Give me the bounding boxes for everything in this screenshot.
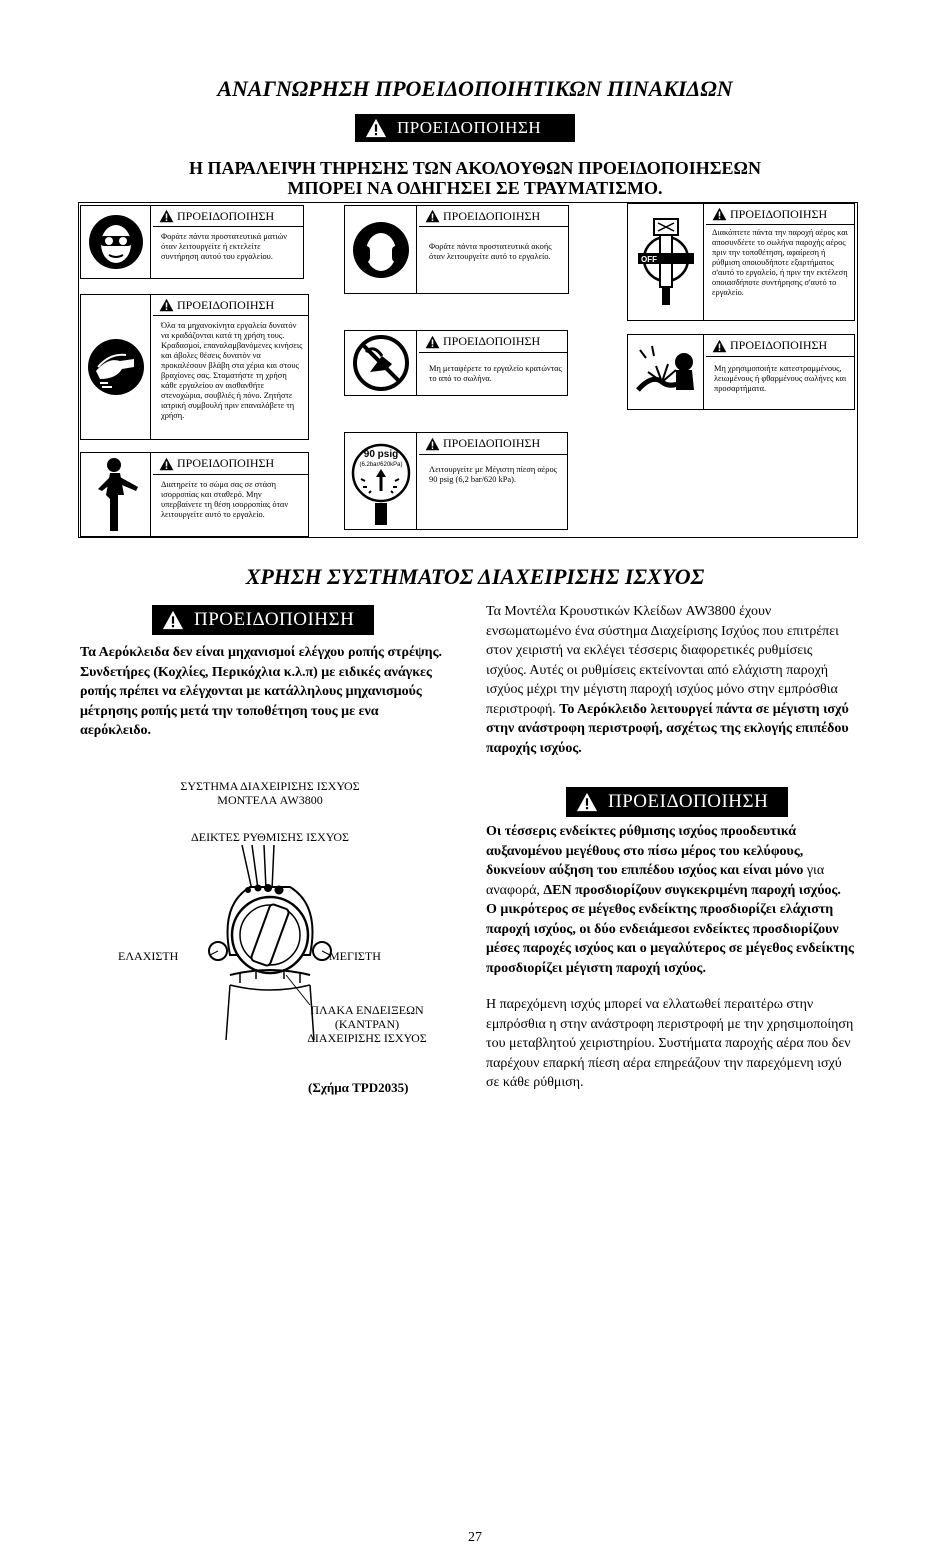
warning-icon bbox=[576, 791, 598, 813]
page-title: ΑΝΑΓΝΩΡΗΣΗ ΠΡΟΕΙΔΟΠΟΙΗΤΙΚΩΝ ΠΙΝΑΚΙΔΩΝ bbox=[217, 76, 733, 101]
warning-line-2: ΜΠΟΡΕΙ ΝΑ ΟΔΗΓΗΣΕΙ ΣΕ ΤΡΑΥΜΑΤΙΣΜΟ. bbox=[287, 178, 663, 198]
label-vib-text: Όλα τα μηχανοκίνητα εργαλεία δυνατόν να κραδάζονται κατά τη χρήση τους. Κραδασμοί, επαναλαμβανόμενες κινήσεις και άβολες θέσεις δυνατόν να προκαλέσουν βλάβη στα χέρια και στους βραχίονες σας. Σταματήστε τη χρήση κάθε εργαλείου αν αισθανθήτε στενοχώρια, σουβλιές ή πόνο. Ζητήστε ιατρική συμβουλή πριν επαναλάβετε τη χρήση. bbox=[161, 321, 303, 420]
warning-icon bbox=[162, 609, 184, 631]
gauge-bar: (6.2bar/620kPa) bbox=[358, 462, 403, 468]
plate-line3: ΔΙΑΧΕΙΡΙΣΗΣ ΙΣΧΥΟΣ bbox=[307, 1031, 427, 1045]
right-para2-a: Οι τέσσερις ενδείκτες ρύθμισης ισχύος προοδευτικά αυξανομένου μεγέθους στο πίσω μέρος του κελύφους, δυκνείουν αύξηση του επιπέδου ισχύος και είναι μόνο bbox=[486, 824, 804, 878]
warning-line-1: Η ΠΑΡΑΛΕΙΨΗ ΤΗΡΗΣΗΣ ΤΩΝ ΑΚΟΛΟΥΘΩΝ ΠΡΟΕΙΔΟΠΟΙΗΣΕΩΝ bbox=[189, 158, 761, 178]
right-para1-normal: Τα Μοντέλα Κρουστικών Κλείδων AW3800 έχουν ενσωματωμένο ένα σύστημα Διαχείρισης Ισχύος που επιτρέπει στον χειριστή να εκλέγει τέσσερις διαφορετικές ρυθμίσεις ισχύος. Αυτές οι ρυθμίσεις εκτείνονται από ελάχιστη παροχή ισχύος μέχρι την μέγιστη παροχή ισχύος μόνο στην εμπρόσθια περιστροφή. bbox=[486, 604, 839, 717]
indicators-label: ΔΕΙΚΤΕΣ ΡΥΘΜΙΣΗΣ ΙΣΧΥΟΣ bbox=[191, 830, 349, 844]
warning-icon bbox=[425, 209, 440, 223]
eye-protection-icon bbox=[81, 206, 151, 278]
label-pressure-head: ΠΡΟΕΙΔΟΠΟΙΗΣΗ bbox=[443, 436, 541, 450]
top-warning-banner bbox=[355, 114, 575, 142]
label-carry-head: ΠΡΟΕΙΔΟΠΟΙΗΣΗ bbox=[443, 334, 541, 348]
plate-line1: ΠΛΑΚΑ ΕΝΔΕΙΞΕΩΝ bbox=[310, 1003, 424, 1017]
figure-title-line2: ΜΟΝΤΕΛΑ AW3800 bbox=[217, 793, 323, 807]
right-para1-bold: Το Αερόκλειδο λειτουργεί πάντα σε μέγιστη ισχύ στην ανάστροφη περιστροφή, ασχέτως της εκλογής επιπέδου παροχής ισχύος. bbox=[486, 701, 849, 756]
label-eye-text: Φοράτε πάντα προστατευτικά ματιών όταν λειτουργείτε ή εκτελείτε συντήρηση αυτού του εργαλείου. bbox=[161, 232, 288, 261]
vibration-hands-icon bbox=[81, 295, 151, 439]
label-eye-head: ΠΡΟΕΙΔΟΠΟΙΗΣΗ bbox=[177, 208, 275, 223]
label-carry-text: Μη μεταφέρετε το εργαλείο κρατώντας το από το σωλήνα. bbox=[429, 364, 562, 383]
label-damaged-hose bbox=[627, 334, 855, 410]
plate-line2: (ΚΑΝΤΡΑΝ) bbox=[334, 1017, 400, 1031]
figure-title-line1: ΣΥΣΤΗΜΑ ΔΙΑΧΕΙΡΙΣΗΣ ΙΣΧΥΟΣ bbox=[180, 779, 360, 793]
page-number: 27 bbox=[468, 1530, 482, 1545]
warning-icon bbox=[159, 298, 174, 312]
right-para2-b: για αναφορά, bbox=[486, 863, 825, 898]
right-paragraph-3: Η παρεχόμενη ισχύς μπορεί να ελλατωθεί περαιτέρω στην εμπρόσθια η στην ανάστροφη περιστροφή με την χρησιμοποίηση του μεταβλητού χειριστηρίου. Συστήματα παροχής αέρα που δεν παρέχουν επαρκή πίεση αέρα επηρεάζουν την παρεχόμενη ισχύ σε κάθε ρύθμιση. bbox=[486, 997, 854, 1090]
figure-title bbox=[140, 779, 400, 807]
label-ear-text: Φοράτε πάντα προστατευτικά ακοής όταν λειτουργείτε αυτό το εργαλείο. bbox=[429, 242, 552, 261]
no-carry-hose-icon bbox=[345, 331, 417, 395]
left-warning-banner bbox=[152, 605, 374, 635]
label-stance bbox=[80, 452, 309, 537]
warning-icon bbox=[425, 437, 440, 451]
warning-icon bbox=[365, 117, 387, 139]
warning-icon bbox=[712, 207, 727, 221]
label-vib-head: ΠΡΟΕΙΔΟΠΟΙΗΣΗ bbox=[177, 297, 275, 312]
warning-statement bbox=[0, 158, 950, 198]
right-para2-c: ΔΕΝ προσδιορίζουν συγκεκριμένη παροχή ισχύος. Ο μικρότερος σε μέγεθος ενδείκτης προσδιορίζει ελάχιστη παροχή ισχύος, οι δύο ενδειάμεσοι ενδείκτες προσδιορίζουν μέσες παροχές ισχύος και ο μεγαλύτερος σε μέγεθος ενδείκτης προσδιορίζει μέγιστη παροχή ισχύος. bbox=[486, 882, 854, 976]
air-valve-icon bbox=[628, 204, 704, 320]
left-warning-paragraph: Τα Αερόκλειδα δεν είναι μηχανισμοί ελέγχου ροπής στρέψης. Συνδετήρες (Κοχλίες, Περικόχλια κ.λ.π) με ειδικές ανάγκες ροπής πρέπει να ελέγχονται με κατάλληλους μηχανισμούς μέτρησης ροπής μετά την τοποθέτηση τους με ενα αερόκλειδο. bbox=[80, 645, 442, 738]
warning-icon bbox=[159, 209, 174, 223]
min-label: ΕΛΑΧΙΣΤΗ bbox=[118, 949, 179, 963]
right-banner-label: ΠΡΟΕΙΔΟΠΟΙΗΣΗ bbox=[608, 791, 769, 812]
label-stance-text: Διατηρείτε το σώμα σας σε στάση ισορροπίας και σταθερό. Μην υπερβαίνετε τη θέση ισορροπίας όταν λειτουργείτε αυτό το εργαλείο. bbox=[161, 480, 289, 519]
gauge-psig: 90 psig bbox=[363, 449, 398, 460]
max-label: ΜΕΓΙΣΤΗ bbox=[329, 949, 381, 963]
label-air-head: ΠΡΟΕΙΔΟΠΟΙΗΣΗ bbox=[730, 206, 828, 221]
label-air-disconnect bbox=[627, 203, 855, 321]
off-text: OFF bbox=[640, 255, 657, 264]
dial-plate-label bbox=[292, 1003, 442, 1045]
balanced-stance-icon bbox=[81, 453, 151, 536]
hose-burst-icon bbox=[628, 335, 704, 409]
warning-icon bbox=[159, 457, 174, 471]
right-paragraph-2 bbox=[486, 822, 854, 978]
right-paragraph-1 bbox=[486, 602, 854, 758]
label-hose-text: Μη χρησιμοποιήτε κατεστραμμένους, λειωμένους ή φθαρμένους σωλήνες και προσαρτήματα. bbox=[714, 364, 847, 393]
warning-icon bbox=[712, 339, 727, 353]
label-ear-protection bbox=[344, 205, 569, 294]
label-carry-hose bbox=[344, 330, 568, 396]
label-hose-head: ΠΡΟΕΙΔΟΠΟΙΗΣΗ bbox=[730, 338, 828, 352]
left-banner-label: ΠΡΟΕΙΔΟΠΟΙΗΣΗ bbox=[194, 609, 355, 630]
section-title-power-management: ΧΡΗΣΗ ΣΥΣΤΗΜΑΤΟΣ ΔΙΑΧΕΙΡΙΣΗΣ ΙΣΧΥΟΣ bbox=[245, 564, 705, 589]
label-eye-protection bbox=[80, 205, 304, 279]
label-stance-head: ΠΡΟΕΙΔΟΠΟΙΗΣΗ bbox=[177, 456, 275, 470]
label-vibration bbox=[80, 294, 309, 440]
label-pressure-text: Λειτουργείτε με Μέγιστη πίεση αέρος 90 psig (6,2 bar/620 kPa). bbox=[429, 465, 557, 484]
label-ear-head: ΠΡΟΕΙΔΟΠΟΙΗΣΗ bbox=[443, 208, 541, 223]
top-banner-label: ΠΡΟΕΙΔΟΠΟΙΗΣΗ bbox=[397, 118, 542, 137]
warning-icon bbox=[425, 335, 440, 349]
label-air-text: Διακόπτετε πάντα την παροχή αέρος και αποσυνδέετε το σωλήνα παροχής αέρος πριν την τοποθέτηση, αφαίρεση ή ρύθμιση οποιουδήποτε εξαρτήματος σ'αυτό το εργαλείο, ή πριν την εκτέλεση οποιασδήποτε συντήρησης σ'αυτό το εργαλείο. bbox=[712, 228, 848, 297]
pressure-gauge-icon bbox=[345, 433, 417, 529]
label-max-pressure bbox=[344, 432, 568, 530]
figure-caption: (Σχήμα TPD2035) bbox=[308, 1080, 409, 1095]
right-warning-banner bbox=[566, 787, 788, 817]
ear-protection-icon bbox=[345, 206, 417, 293]
